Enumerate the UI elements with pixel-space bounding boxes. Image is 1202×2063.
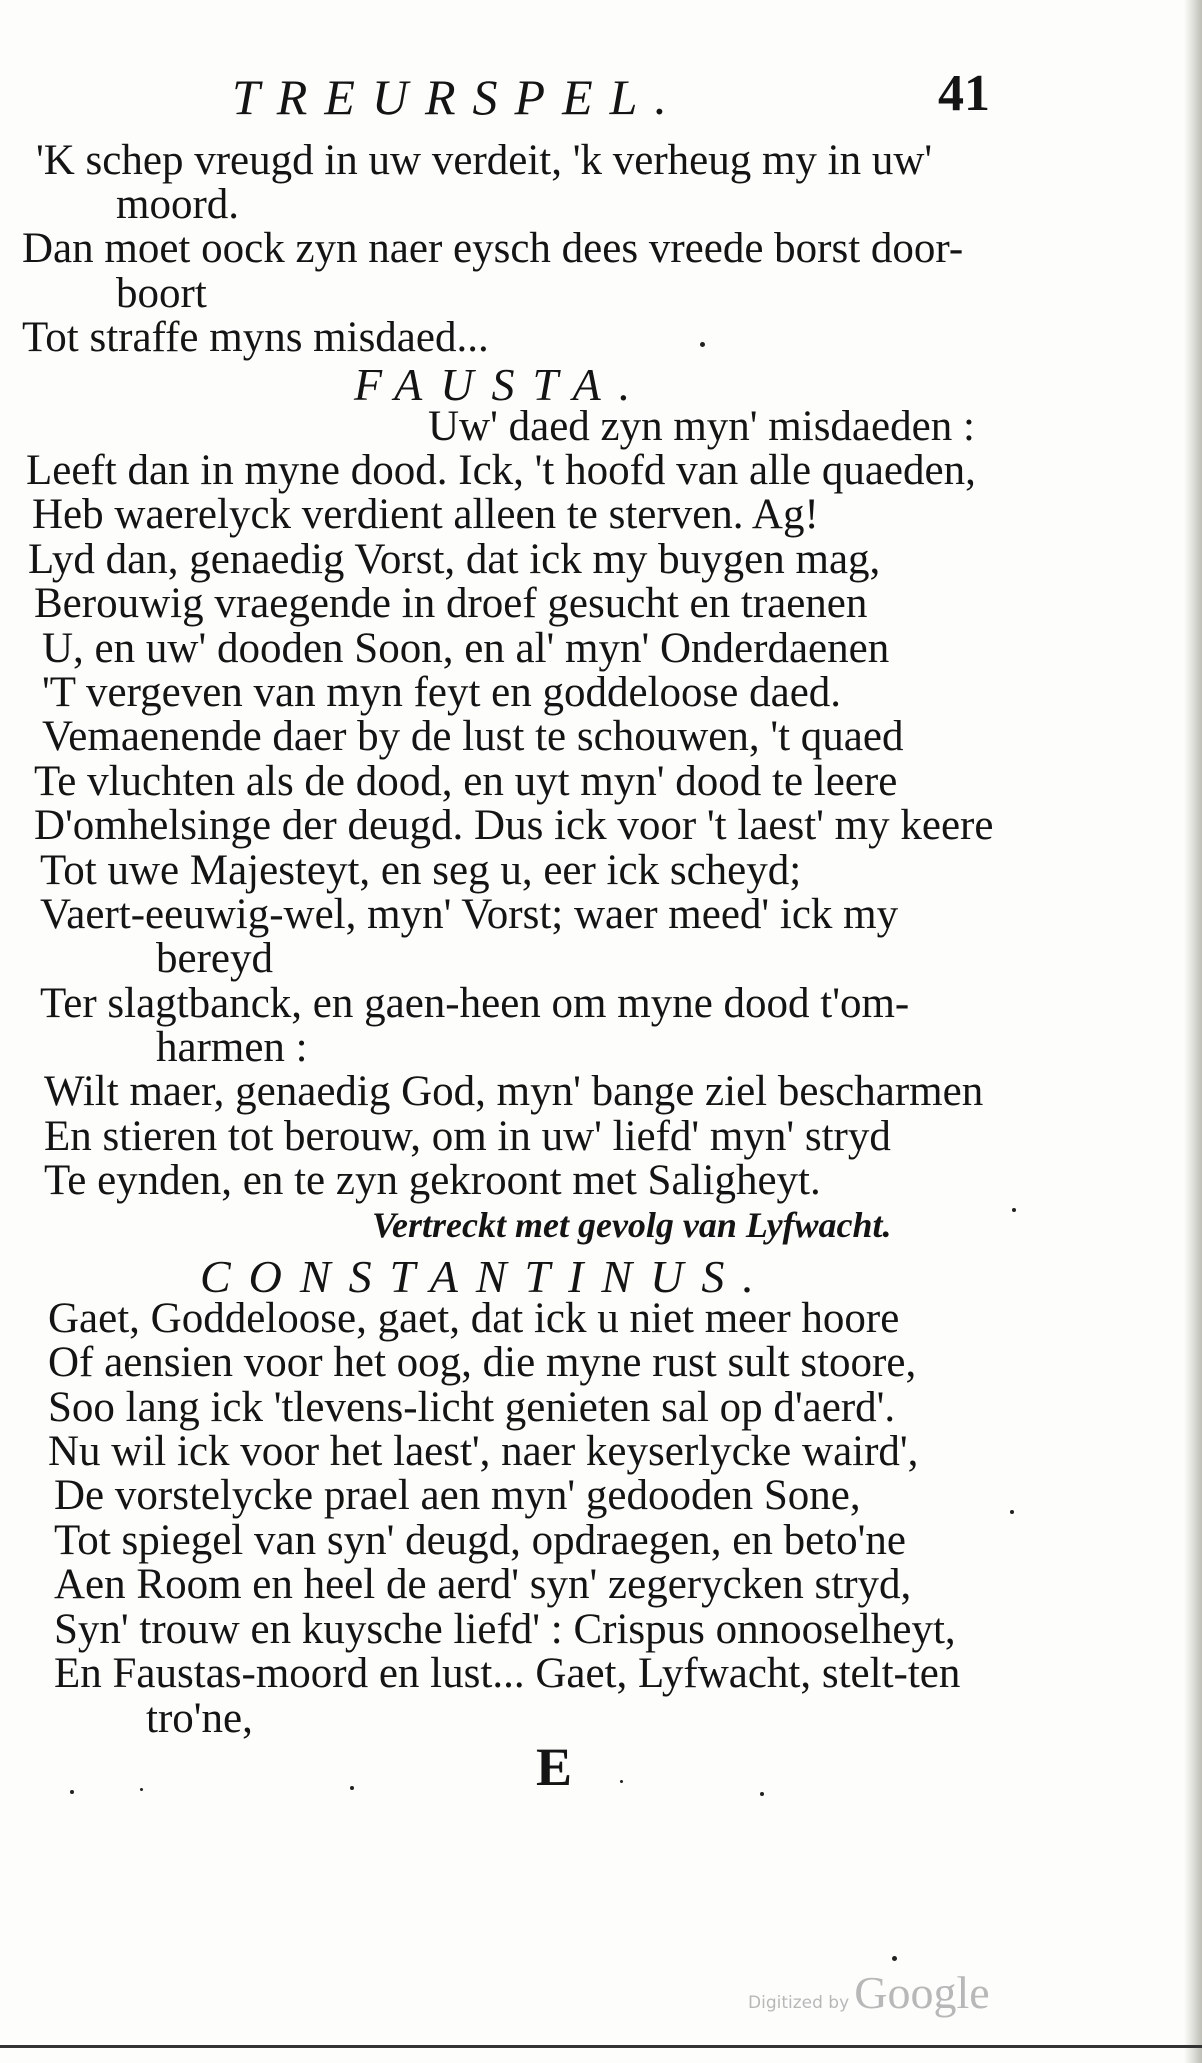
ink-speck: [620, 1780, 623, 1783]
verse-line: Berouwig vraegende in droef gesucht en traenen: [34, 580, 868, 627]
verse-line: Lyd dan, genaedig Vorst, dat ick my buygen mag,: [28, 536, 881, 583]
verse-line-continuation: boort: [116, 270, 207, 317]
verse-line: Tot spiegel van syn' deugd, opdraegen, en beto'ne: [54, 1517, 906, 1564]
verse-line: Ter slagtbanck, en gaen-heen om myne dood t'om-: [40, 980, 910, 1027]
verse-line: U, en uw' dooden Soon, en al' myn' Onderdaenen: [42, 625, 890, 672]
verse-line: Aen Room en heel de aerd' syn' zegerycken stryd,: [54, 1561, 912, 1608]
ink-speck: [140, 1788, 143, 1791]
watermark-prefix: Digitized by: [748, 1993, 850, 2013]
ink-speck: [1012, 1208, 1016, 1212]
verse-line: Vemaenende daer by de lust te schouwen, 't quaed: [42, 713, 904, 760]
ink-speck: [70, 1790, 74, 1794]
verse-line: Gaet, Goddeloose, gaet, dat ick u niet meer hoore: [48, 1295, 900, 1342]
verse-line: Heb waerelyck verdient alleen te sterven. Ag!: [32, 491, 819, 538]
verse-line-continuation: bereyd: [156, 935, 273, 982]
ink-speck: [760, 1792, 764, 1796]
verse-line: Syn' trouw en kuysche liefd' : Crispus onnooselheyt,: [54, 1606, 956, 1653]
ink-speck: [892, 1956, 897, 1961]
running-title: TREURSPEL.: [232, 69, 684, 125]
verse-line: Wilt maer, genaedig God, myn' bange ziel bescharmen: [44, 1068, 984, 1115]
verse-line: Te vluchten als de dood, en uyt myn' dood te leere: [34, 758, 898, 805]
verse-line: En Faustas-moord en lust... Gaet, Lyfwacht, stelt-ten: [54, 1650, 961, 1697]
verse-line: 'T vergeven van myn feyt en goddeloose daed.: [42, 669, 842, 716]
verse-line: Of aensien voor het oog, die myne rust sult stoore,: [48, 1339, 917, 1386]
verse-line-continuation: moord.: [116, 181, 240, 228]
verse-line: 'K schep vreugd in uw verdeit, 'k verheug my in uw': [36, 137, 933, 184]
stage-direction: Vertreckt met gevolg van Lyfwacht.: [372, 1205, 892, 1245]
verse-line-continuation: tro'ne,: [146, 1695, 253, 1742]
verse-line: Soo lang ick 'tlevens-licht genieten sal op d'aerd'.: [48, 1384, 896, 1431]
signature-mark: E: [536, 1737, 573, 1797]
ink-speck: [1010, 1510, 1014, 1514]
verse-line: Leeft dan in myne dood. Ick, 't hoofd van alle quaeden,: [26, 447, 976, 494]
page-number: 41: [938, 65, 990, 122]
verse-line-continuation: harmen :: [156, 1024, 308, 1071]
verse-line: Vaert-eeuwig-wel, myn' Vorst; waer meed' ick my: [40, 891, 899, 938]
digitization-watermark: [748, 1966, 990, 2019]
verse-line: Tot uwe Majesteyt, en seg u, eer ick scheyd;: [40, 847, 802, 894]
google-logo: Google: [854, 1967, 990, 2018]
verse-line: Tot straffe myns misdaed...: [22, 314, 489, 361]
speaker-name: CONSTANTINUS.: [200, 1251, 772, 1302]
speaker-name: FAUSTA.: [354, 359, 649, 410]
verse-line: En stieren tot berouw, om in uw' liefd' myn' stryd: [44, 1113, 891, 1160]
verse-line: D'omhelsinge der deugd. Dus ick voor 't laest' my keere: [34, 802, 994, 849]
ink-speck: [700, 342, 705, 347]
verse-line: Uw' daed zyn myn' misdaeden :: [428, 403, 975, 450]
verse-line: Nu wil ick voor het laest', naer keyserlycke waird',: [48, 1428, 919, 1475]
page-bottom-edge: [0, 2045, 1202, 2048]
verse-line: Te eynden, en te zyn gekroont met Saligheyt.: [44, 1157, 821, 1204]
verse-line: De vorstelycke prael aen myn' gedooden Sone,: [54, 1472, 861, 1519]
ink-speck: [350, 1786, 354, 1790]
verse-line: Dan moet oock zyn naer eysch dees vreede borst door-: [22, 225, 964, 272]
page-edge-shadow: [1184, 0, 1202, 2063]
running-header: [0, 65, 1202, 138]
